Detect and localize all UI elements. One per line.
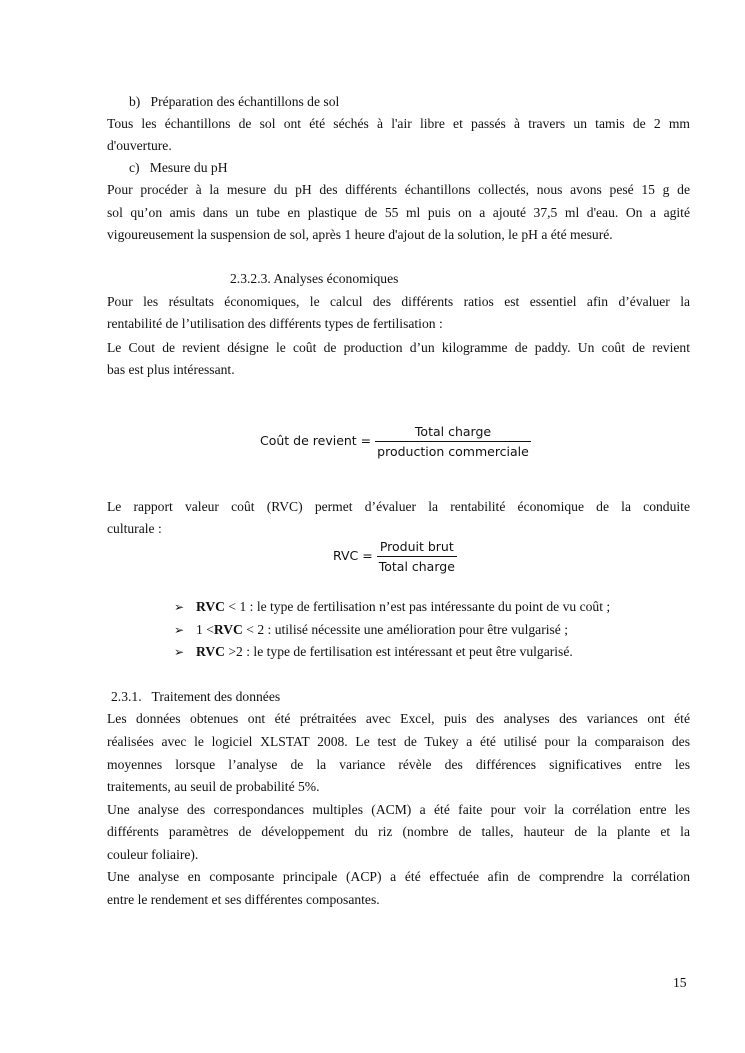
arrow-bullet-icon: ➢ bbox=[174, 600, 185, 614]
formula-numerator: Total charge bbox=[375, 424, 531, 442]
arrow-bullet-icon: ➢ bbox=[174, 623, 185, 637]
paragraph-c-line: Pour procéder à la mesure du pH des différents échantillons collectés, nous avons pesé 15 g de bbox=[107, 182, 690, 197]
page-number: 15 bbox=[673, 975, 687, 990]
paragraph-data-line: Une analyse en composante principale (ACP) a été effectuée afin de comprendre la corrélation bbox=[107, 869, 690, 884]
bullet-item: ➢ RVC >2 : le type de fertilisation est intéressant et peut être vulgarisé. bbox=[174, 641, 573, 664]
paragraph-c-line: vigoureusement la suspension de sol, après 1 heure d'ajout de la solution, le pH a été mesuré. bbox=[107, 227, 613, 242]
formula-denominator: Total charge bbox=[378, 559, 455, 574]
formula-cout-de-revient bbox=[260, 424, 531, 459]
paragraph-rvc-line: culturale : bbox=[107, 521, 162, 536]
formula-fraction bbox=[375, 424, 531, 459]
paragraph-eco-line: bas est plus intéressant. bbox=[107, 362, 235, 377]
paragraph-eco-line: Le Cout de revient désigne le coût de production d’un kilogramme de paddy. Un coût de revient bbox=[107, 340, 690, 355]
formula-rvc bbox=[333, 539, 457, 574]
paragraph-b-line: Tous les échantillons de sol ont été séchés à l'air libre et passés à travers un tamis de 2 mm bbox=[107, 116, 690, 131]
subsection-b-title: b) Préparation des échantillons de sol bbox=[129, 94, 340, 109]
paragraph-eco-line: rentabilité de l’utilisation des différents types de fertilisation : bbox=[107, 316, 443, 331]
arrow-bullet-icon: ➢ bbox=[174, 645, 185, 659]
formula-lhs: Coût de revient = bbox=[260, 433, 372, 448]
paragraph-data-line: couleur foliaire). bbox=[107, 847, 199, 862]
subsection-c-title: c) Mesure du pH bbox=[129, 160, 228, 175]
paragraph-c-line: sol qu’on amis dans un tube en plastique de 55 ml puis on a ajouté 37,5 ml d'eau. On a agité bbox=[107, 205, 690, 220]
paragraph-b-line: d'ouverture. bbox=[107, 138, 172, 153]
formula-fraction bbox=[377, 539, 457, 574]
paragraph-data-line: traitements, au seuil de probabilité 5%. bbox=[107, 779, 320, 794]
formula-numerator: Produit brut bbox=[377, 539, 457, 557]
formula-lhs: RVC = bbox=[333, 548, 373, 563]
paragraph-data-line: entre le rendement et ses différentes composantes. bbox=[107, 892, 380, 907]
paragraph-rvc-line: Le rapport valeur coût (RVC) permet d’évaluer la rentabilité économique de la conduite bbox=[107, 499, 690, 514]
paragraph-data-line: Une analyse des correspondances multiples (ACM) a été faite pour voir la corrélation entre les bbox=[107, 802, 690, 817]
paragraph-data-line: différents paramètres de développement du riz (nombre de talles, hauteur de la plante et la bbox=[107, 824, 690, 839]
paragraph-eco-line: Pour les résultats économiques, le calcul des différents ratios est essentiel afin d’évaluer la bbox=[107, 294, 690, 309]
paragraph-data-line: réalisées avec le logiciel XLSTAT 2008. Le test de Tukey a été utilisé pour la comparaison des bbox=[107, 734, 690, 749]
section-data-title: 2.3.1. Traitement des données bbox=[111, 689, 281, 704]
bullet-item: ➢ RVC < 1 : le type de fertilisation n’est pas intéressante du point de vu coût ; bbox=[174, 596, 610, 619]
paragraph-data-line: moyennes lorsque l’analyse de la variance révèle des différences significatives entre les bbox=[107, 757, 690, 772]
bullet-item: ➢ 1 <RVC < 2 : utilisé nécessite une amélioration pour être vulgarisé ; bbox=[174, 619, 568, 642]
formula-denominator: production commerciale bbox=[377, 444, 529, 459]
paragraph-data-line: Les données obtenues ont été prétraitées avec Excel, puis des analyses des variances ont été bbox=[107, 711, 690, 726]
section-economic-title: 2.3.2.3. Analyses économiques bbox=[230, 271, 399, 286]
